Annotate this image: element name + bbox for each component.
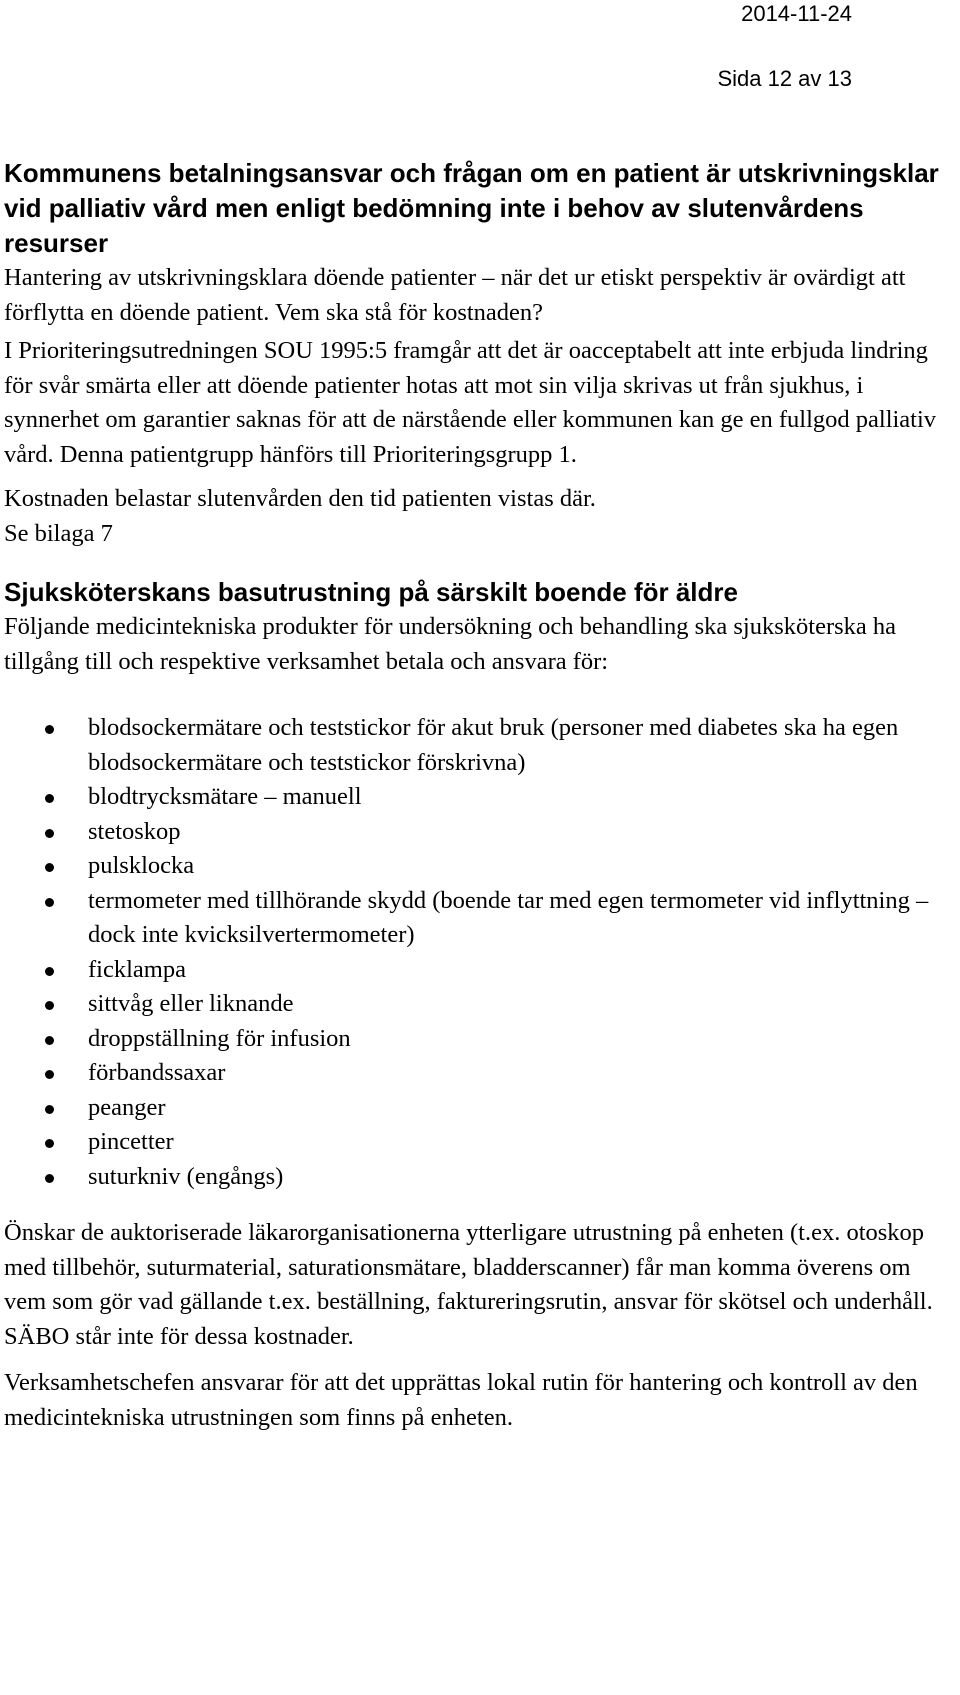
page-number: Sida 12 av 13 xyxy=(717,66,852,91)
list-item-text: stetoskop xyxy=(88,817,181,845)
section-heading-nurse-equipment: Sjuksköterskans basutrustning på särskilt boende för äldre xyxy=(4,577,738,607)
bullet-icon xyxy=(45,967,54,976)
document-body xyxy=(4,156,944,1435)
list-item xyxy=(4,849,948,884)
body-paragraph: Kostnaden belastar slutenvården den tid patienten vistas där. xyxy=(4,485,596,512)
bullet-icon xyxy=(45,1174,54,1183)
bullet-icon xyxy=(45,898,54,907)
equipment-list xyxy=(4,711,944,1194)
list-item-text: droppställning för infusion xyxy=(88,1024,351,1052)
body-paragraph: I Prioriteringsutredningen SOU 1995:5 framgår att det är oacceptabelt att inte erbjuda lindring för svår smärta eller att döende patienter hotas att mot sin vilja skrivas ut från sjukhus, i synnerhet om garantier saknas för att de närstående eller kommunen kan ge en fullgod palliativ vård. Denna patientgrupp hänförs till Prioriteringsgrupp 1. xyxy=(4,337,937,468)
section-intro-paragraph: Följande medicintekniska produkter för undersökning och behandling ska sjuksköterska ha tillgång till och respektive verksamhet betala och ansvara för: xyxy=(4,613,897,675)
bullet-icon xyxy=(45,863,54,872)
list-item xyxy=(4,780,948,815)
bullet-icon xyxy=(45,794,54,803)
bullet-icon xyxy=(45,725,54,734)
list-item xyxy=(4,1022,948,1057)
list-item-text: pulsklocka xyxy=(88,852,195,879)
bullet-icon xyxy=(45,829,54,838)
bullet-icon xyxy=(45,1036,54,1045)
list-item xyxy=(4,884,948,953)
section-intro-paragraph: Hantering av utskrivningsklara döende patienter – när det ur etiskt perspektiv är ovärdigt att förflytta en döende patient. Vem ska stå för kostnaden? xyxy=(4,264,906,326)
bullet-icon xyxy=(45,1139,54,1148)
list-item xyxy=(4,1160,948,1195)
list-item xyxy=(4,953,948,988)
list-item-text: sittvåg eller liknande xyxy=(88,990,294,1017)
list-item xyxy=(4,1056,948,1091)
list-item xyxy=(4,987,948,1022)
list-item xyxy=(4,1091,948,1126)
appendix-reference: Se bilaga 7 xyxy=(4,519,113,547)
header-date: 2014-11-24 xyxy=(741,1,852,26)
bullet-icon xyxy=(45,1070,54,1079)
list-item xyxy=(4,815,948,850)
list-item-text: suturkniv (engångs) xyxy=(88,1162,284,1190)
list-item-text: blodsockermätare och teststickor för akut bruk (personer med diabetes ska ha egen blodsockermätare och teststickor förskrivna) xyxy=(88,714,899,776)
bullet-icon xyxy=(45,1105,54,1114)
list-item-text: peanger xyxy=(88,1093,166,1121)
body-paragraph: Verksamhetschefen ansvarar för att det upprättas lokal rutin för hantering och kontroll av den medicintekniska utrustningen som finns på enheten. xyxy=(4,1369,918,1431)
list-item-text: blodtrycksmätare – manuell xyxy=(88,783,362,810)
section-heading-payment-responsibility: Kommunens betalningsansvar och frågan om en patient är utskrivningsklar vid palliativ vård men enligt bedömning inte i behov av slutenvårdens resurser xyxy=(4,158,939,258)
list-item-text: termometer med tillhörande skydd (boende tar med egen termometer vid inflyttning – dock inte kvicksilvertermometer) xyxy=(88,886,929,948)
bullet-icon xyxy=(45,1001,54,1010)
list-item xyxy=(4,711,948,780)
list-item xyxy=(4,1125,948,1160)
body-paragraph: Önskar de auktoriserade läkarorganisationerna ytterligare utrustning på enheten (t.ex. otoskop med tillbehör, suturmaterial, saturationsmätare, bladderscanner) får man komma överens om vem som gör vad gällande t.ex. beställning, faktureringsrutin, ansvar för skötsel och underhåll. SÄBO står inte för dessa kostnader. xyxy=(4,1219,933,1350)
list-item-text: ficklampa xyxy=(88,955,186,983)
list-item-text: pincetter xyxy=(88,1128,174,1155)
list-item-text: förbandssaxar xyxy=(88,1059,226,1086)
